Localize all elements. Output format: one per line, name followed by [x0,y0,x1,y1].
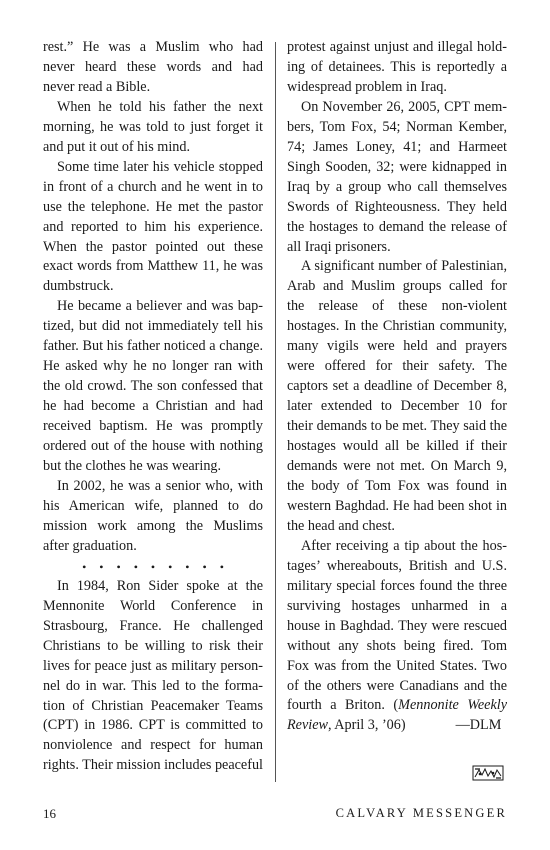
right-column [287,38,507,736]
paragraph: protest against unjust and illegal holding of detainees. This is reportedly a widespread problem in Iraq. [287,39,507,95]
running-head: CALVARY MESSENGER [335,806,507,820]
paragraph: A significant number of Palestinian, Arab and Muslim groups called for the release of these non-violent hostages. In the Christian community, many vigils were held and prayers were offered for their safety. The captors set a deadline of December 8, later extended to December 10 for their demands to be met. They said the hostages would all be killed if their demands were not met. On March 9, the body of Tom Fox was found in western Baghdad. He had been shot in the head and chest. [287,258,507,534]
source-date: , April 3, ’06) [327,717,406,734]
page-number: 16 [43,806,56,821]
paragraph-text: After receiving a tip about the hostages’ whereabouts, British and U.S. military special forces found the three surviving hostages unharmed in a house in Baghdad. They were rescued without any shots being fired. Tom Fox was from the United States. Two of the others were Canadians and the fourth a Briton. ( [287,537,507,714]
decorative-end-ornament-icon [472,765,504,781]
column-divider [275,42,276,782]
paragraph: He became a believer and was baptized, but did not immediately tell his father. But his father noticed a change. He asked why he no longer ran with the old crowd. The son confessed that he had become a Christian and had received baptism. He was promptly ordered out of the house with nothing but the clothes he was wearing. [43,298,263,475]
paragraph: Some time later his vehicle stopped in front of a church and he went in to use the telephone. He met the pastor and reported to him his experience. When the pastor pointed out these exact words from Matthew 11, he was dumbstruck. [43,158,263,295]
paragraph: In 2002, he was a senior who, with his American wife, planned to do mission work among the Muslims after graduation. [43,477,263,554]
paragraph: When he told his father the next morning, he was told to just forget it and put it out of his mind. [43,98,263,155]
paragraph: rest.” He was a Muslim who had never heard these words and had never read a Bible. [43,39,263,95]
section-separator: • • • • • • • • • [82,559,229,574]
source-title: Mennonite Weekly Review [287,697,507,734]
paragraph: In 1984, Ron Sider spoke at the Mennonite World Conference in Strasbourg, France. He challenged Christians to be willing to risk their lives for peace just as military personnel do in war. This led to the formation of Christian Peacemaker Teams (CPT) in 1986. CPT is committed to nonviolence and respect for human rights. Their mission includes peaceful [43,577,263,774]
left-column [43,38,263,776]
paragraph [287,537,507,737]
author-signature: —DLM [455,717,502,734]
paragraph: On November 26, 2005, CPT members, Tom Fox, 54; Norman Kember, 74; James Loney, 41; and Harmeet Singh Sooden, 32; were kidnapped in Iraq by a group who call themselves Swords of Righteousness. They held the hostages to demand the release of all Iraqi prisoners. [287,98,507,255]
